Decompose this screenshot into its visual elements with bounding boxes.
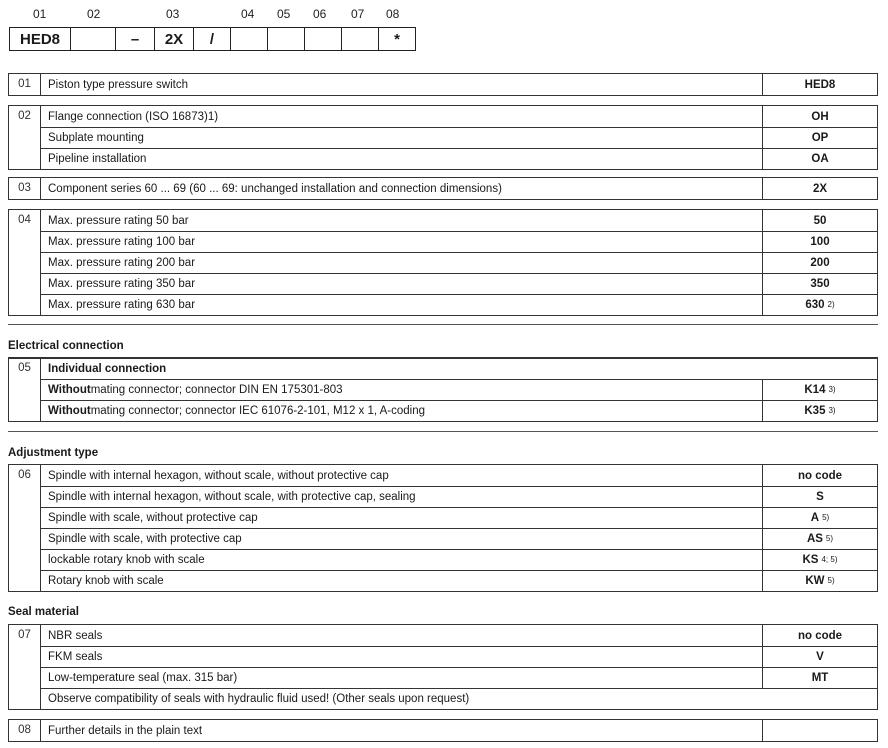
code-value: 630 xyxy=(805,299,825,311)
code-box-03: 2X xyxy=(154,27,194,51)
table-05-electrical-connection xyxy=(8,357,878,422)
section-title-seal: Seal material xyxy=(8,606,79,618)
footnote-ref: 3) xyxy=(828,405,836,415)
row-description xyxy=(41,294,763,315)
position-01: 01 xyxy=(33,7,47,21)
option-number: 06 xyxy=(9,465,41,591)
code-value: KS xyxy=(802,554,819,566)
row-description xyxy=(41,106,763,127)
code-box-slash: / xyxy=(193,27,231,51)
footnote-ref: 5) xyxy=(822,512,830,522)
row-description-text: Pipeline installation xyxy=(48,153,147,165)
row-description-text: Spindle with scale, with protective cap xyxy=(48,533,242,545)
position-03: 03 xyxy=(166,7,180,21)
table-row xyxy=(9,570,877,591)
row-code xyxy=(763,106,877,127)
code-value: 100 xyxy=(810,236,830,248)
footnote-ref: 4; 5) xyxy=(821,554,838,564)
code-value: 350 xyxy=(810,278,830,290)
code-value: OP xyxy=(811,132,829,144)
heading-row xyxy=(9,358,877,379)
table-row xyxy=(9,507,877,528)
table-row xyxy=(9,528,877,549)
row-description-text: Spindle with internal hexagon, without scale, with protective cap, sealing xyxy=(48,491,416,503)
position-05: 05 xyxy=(277,7,291,21)
row-description-text: Spindle with internal hexagon, without scale, without protective cap xyxy=(48,469,389,482)
row-description-text: Max. pressure rating 50 bar xyxy=(48,214,189,227)
row-code xyxy=(763,231,877,252)
row-code xyxy=(763,210,877,231)
table-row xyxy=(9,646,877,667)
row-code xyxy=(763,646,877,667)
row-code xyxy=(763,148,877,169)
code-value: OA xyxy=(811,153,829,165)
section-title-adjustment: Adjustment type xyxy=(8,447,99,459)
code-box-dash: – xyxy=(115,27,155,51)
row-description-text: Spindle with scale, without protective cap xyxy=(48,512,258,524)
row-description xyxy=(41,465,763,486)
code-value: V xyxy=(816,651,824,663)
table-06-adjustment-type xyxy=(8,464,878,592)
position-06: 06 xyxy=(313,7,327,21)
section-divider xyxy=(8,431,878,432)
code-value: A xyxy=(810,512,820,524)
code-value: AS xyxy=(806,533,823,545)
table-row xyxy=(9,667,877,688)
row-description-text: FKM seals xyxy=(48,651,103,663)
table-row xyxy=(9,379,877,400)
option-number: 05 xyxy=(9,358,41,421)
table-03-component-series xyxy=(8,177,878,200)
row-description-text: Observe compatibility of seals with hydraulic fluid used! (Other seals upon request) xyxy=(48,693,470,705)
row-description xyxy=(41,667,763,688)
table-row xyxy=(9,486,877,507)
code-box-04 xyxy=(230,27,268,51)
row-description xyxy=(41,720,763,741)
footnote-ref: 2) xyxy=(827,299,835,309)
row-description-text: mating connector; connector IEC 61076-2-101, M12 x 1, A-coding xyxy=(90,405,426,417)
row-code xyxy=(763,486,877,507)
row-description-text: Piston type pressure switch xyxy=(48,78,188,91)
row-description xyxy=(41,625,763,646)
code-box-06 xyxy=(304,27,342,51)
code-value: MT xyxy=(811,672,829,684)
row-description xyxy=(41,148,763,169)
row-description xyxy=(41,688,877,709)
position-04: 04 xyxy=(241,7,255,21)
row-code xyxy=(763,400,877,421)
code-value: 50 xyxy=(813,214,827,227)
row-code xyxy=(763,549,877,570)
row-code xyxy=(763,273,877,294)
row-description xyxy=(41,178,763,199)
row-code xyxy=(763,379,877,400)
table-08-further-details xyxy=(8,719,878,742)
option-number: 08 xyxy=(9,720,41,741)
row-description-text: mating connector; connector DIN EN 175301-803 xyxy=(90,384,343,396)
row-description xyxy=(41,507,763,528)
row-code xyxy=(763,507,877,528)
option-number: 03 xyxy=(9,178,41,199)
table-row xyxy=(9,127,877,148)
row-description xyxy=(41,231,763,252)
table-row xyxy=(9,252,877,273)
code-box-02 xyxy=(70,27,116,51)
row-description xyxy=(41,528,763,549)
table-row xyxy=(9,148,877,169)
row-code xyxy=(763,720,877,741)
row-description-emphasis: Without xyxy=(48,405,91,417)
table-row xyxy=(9,294,877,315)
row-code xyxy=(763,528,877,549)
table-row xyxy=(9,74,877,95)
row-description-text: NBR seals xyxy=(48,629,103,642)
row-code xyxy=(763,570,877,591)
row-code xyxy=(763,252,877,273)
code-value: HED8 xyxy=(804,78,836,91)
table-row xyxy=(9,178,877,199)
row-code xyxy=(763,74,877,95)
row-description xyxy=(41,74,763,95)
row-code xyxy=(763,178,877,199)
row-description-emphasis: Without xyxy=(48,384,91,396)
code-value: S xyxy=(816,491,824,503)
section-title-electrical: Electrical connection xyxy=(8,340,124,352)
row-description-text: Flange connection (ISO 16873)1) xyxy=(48,110,219,123)
footnote-ref: 5) xyxy=(827,575,835,585)
table-07-seal-material xyxy=(8,624,878,710)
position-02: 02 xyxy=(87,7,101,21)
row-description-text: lockable rotary knob with scale xyxy=(48,554,205,566)
row-description-text: Max. pressure rating 630 bar xyxy=(48,299,196,311)
code-value: no code xyxy=(797,469,843,482)
table-row xyxy=(9,210,877,231)
option-number: 02 xyxy=(9,106,41,169)
row-code xyxy=(763,465,877,486)
table-02-connection xyxy=(8,105,878,170)
option-number: 01 xyxy=(9,74,41,95)
table-04-pressure-rating xyxy=(8,209,878,316)
row-description-text: Max. pressure rating 100 bar xyxy=(48,236,196,248)
row-description xyxy=(41,273,763,294)
option-number: 04 xyxy=(9,210,41,315)
row-description-text: Low-temperature seal (max. 315 bar) xyxy=(48,672,238,684)
footnote-ref: 5) xyxy=(825,533,834,543)
code-box-07 xyxy=(341,27,379,51)
table-row xyxy=(9,273,877,294)
row-code xyxy=(763,127,877,148)
code-box-05 xyxy=(267,27,305,51)
row-description xyxy=(41,379,763,400)
row-description xyxy=(41,549,763,570)
row-description xyxy=(41,252,763,273)
row-description xyxy=(41,210,763,231)
row-code xyxy=(763,625,877,646)
position-07: 07 xyxy=(351,7,365,21)
row-description-text: Component series 60 ... 69 (60 ... 69: unchanged installation and connection dimensions) xyxy=(48,182,502,195)
code-value: KW xyxy=(805,575,825,587)
row-description xyxy=(41,570,763,591)
code-value: 2X xyxy=(812,182,828,195)
code-value: 200 xyxy=(810,257,830,269)
row-description-text: Rotary knob with scale xyxy=(48,575,164,587)
row-description-text: Max. pressure rating 200 bar xyxy=(48,257,196,269)
table-row xyxy=(9,688,877,709)
code-value: no code xyxy=(797,629,843,642)
table-row xyxy=(9,231,877,252)
row-description xyxy=(41,127,763,148)
code-value: K14 xyxy=(804,384,826,396)
row-description-text: Further details in the plain text xyxy=(48,724,203,737)
table-01-piston-type xyxy=(8,73,878,96)
code-box-08: * xyxy=(378,27,416,51)
table-row xyxy=(9,400,877,421)
row-description-text: Subplate mounting xyxy=(48,132,144,144)
table-row xyxy=(9,106,877,127)
code-box-01: HED8 xyxy=(9,27,71,51)
footnote-ref: 3) xyxy=(828,384,836,394)
position-08: 08 xyxy=(386,7,400,21)
code-value: OH xyxy=(811,110,829,123)
code-value: K35 xyxy=(804,405,826,417)
row-description xyxy=(41,400,763,421)
table-row xyxy=(9,465,877,486)
section-divider xyxy=(8,324,878,325)
row-description-text: Max. pressure rating 350 bar xyxy=(48,278,196,290)
table-row xyxy=(9,549,877,570)
option-number: 07 xyxy=(9,625,41,709)
row-description xyxy=(41,486,763,507)
row-description xyxy=(41,646,763,667)
heading-text: Individual connection xyxy=(48,363,167,375)
table-row xyxy=(9,625,877,646)
table-row xyxy=(9,720,877,741)
row-code xyxy=(763,667,877,688)
row-code xyxy=(763,294,877,315)
